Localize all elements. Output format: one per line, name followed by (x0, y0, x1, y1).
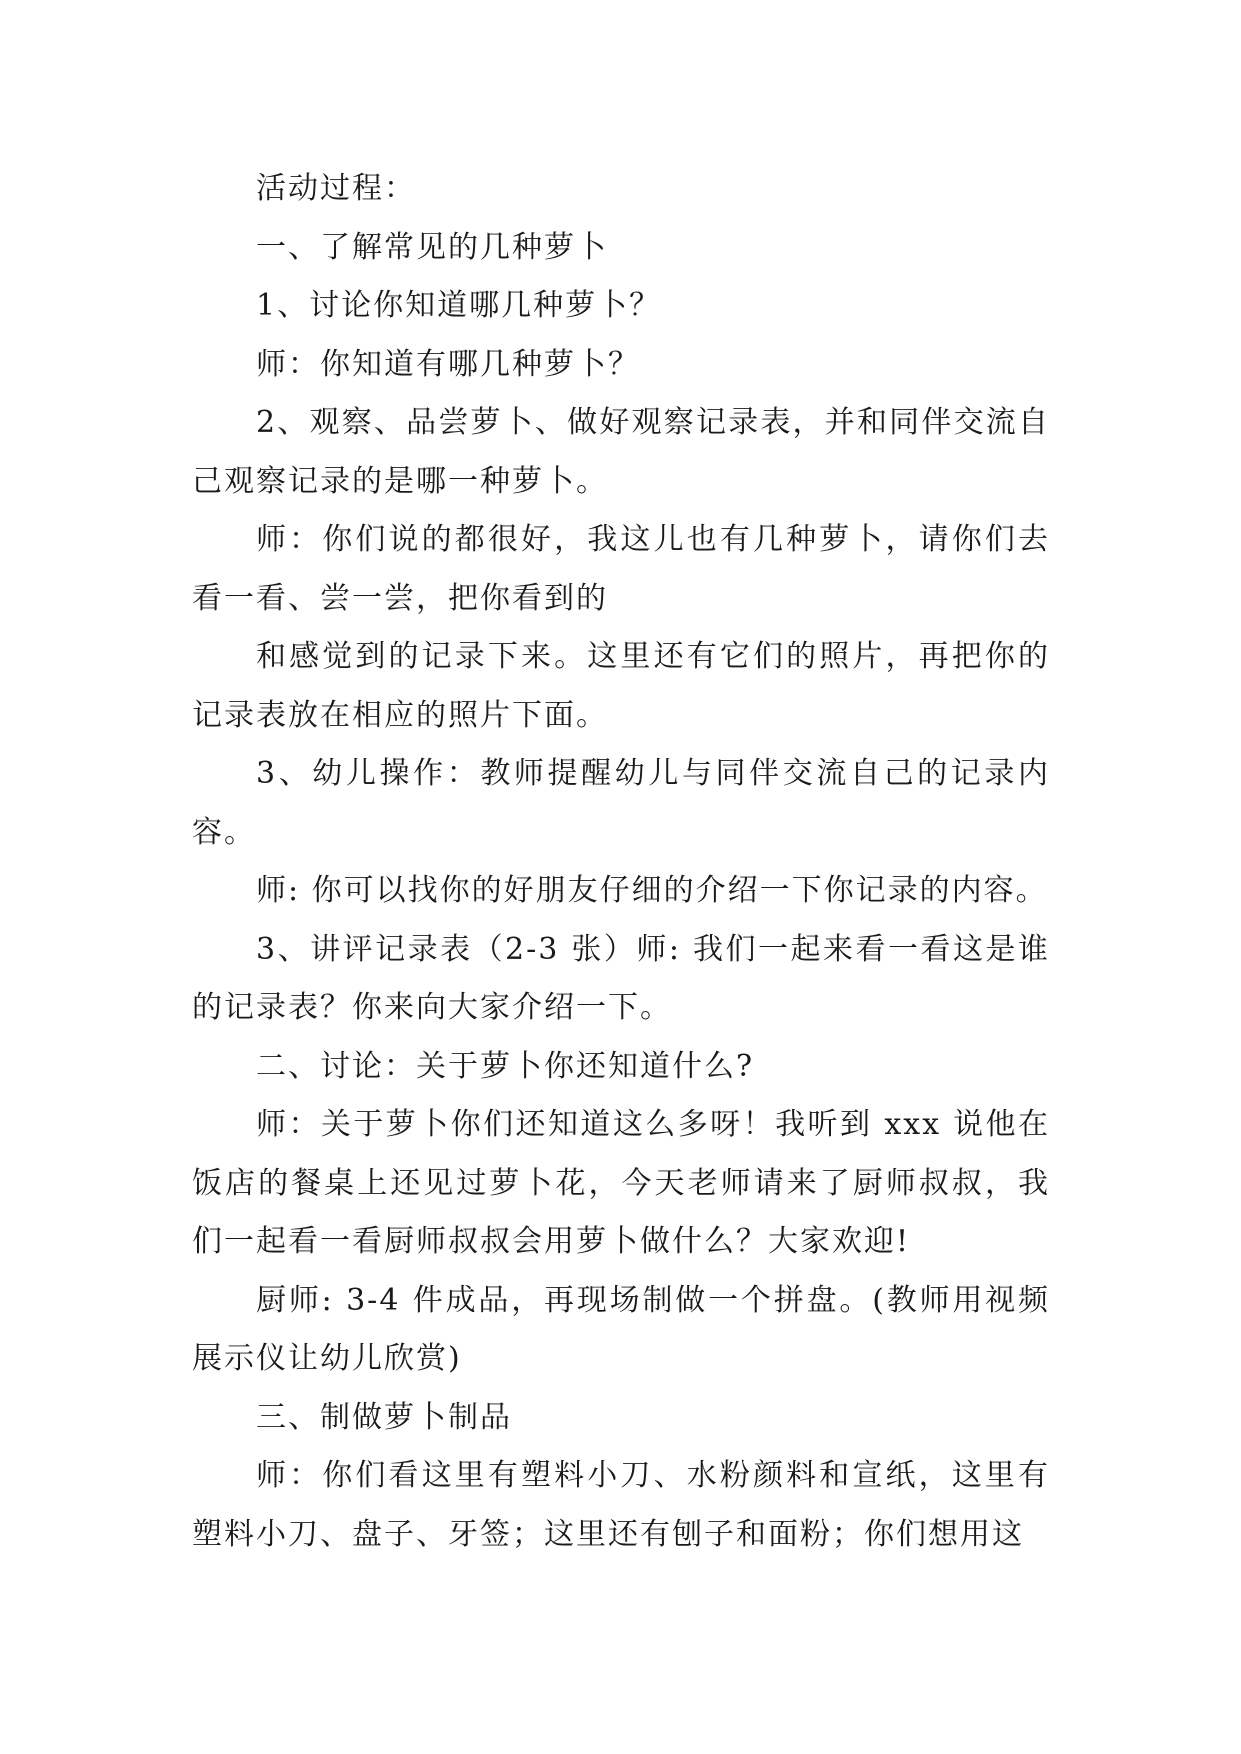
paragraph-teacher-question-1: 师：你知道有哪几种萝卜？ (256, 346, 640, 382)
paragraph-step-3-review: 3、讲评记录表（2-3 张）师: 我们一起来看一看这是谁的记录表？你来向大家介绍一下。 (192, 931, 1050, 1025)
paragraph-step-2: 2、观察、品尝萝卜、做好观察记录表，并和同伴交流自己观察记录的是哪一种萝卜。 (192, 405, 1050, 499)
paragraph-section-2-heading: 二、讨论：关于萝卜你还知道什么? (256, 1048, 755, 1084)
paragraph-teacher-materials: 师：你们看这里有塑料小刀、水粉颜料和宣纸，这里有塑料小刀、盘子、牙签；这里还有刨子和面粉；你们想用这 (192, 1458, 1050, 1552)
paragraph-step-3-operation: 3、幼儿操作：教师提醒幼儿与同伴交流自己的记录内容。 (192, 756, 1050, 850)
paragraph-step-1: 1、讨论你知道哪几种萝卜？ (256, 288, 662, 323)
document-body (192, 160, 1050, 1564)
paragraph-section-3-heading: 三、制做萝卜制品 (256, 1399, 512, 1435)
paragraph-chef-demo: 厨师: 3-4 件成品，再现场制做一个拼盘。(教师用视频展示仪让幼儿欣赏) (192, 1282, 1050, 1376)
paragraph-teacher-instruction-1: 师：你们说的都很好，我这儿也有几种萝卜，请你们去看一看、尝一尝，把你看到的 (192, 522, 1050, 616)
paragraph-teacher-instruction-2: 和感觉到的记录下来。这里还有它们的照片，再把你的记录表放在相应的照片下面。 (192, 639, 1050, 733)
paragraph-section-1-heading: 一、了解常见的几种萝卜 (256, 229, 608, 265)
paragraph-activity-process-heading: 活动过程： (256, 171, 416, 206)
paragraph-teacher-intro-chef: 师：关于萝卜你们还知道这么多呀！我听到 xxx 说他在饭店的餐桌上还见过萝卜花，今天老师请来了厨师叔叔，我们一起看一看厨师叔叔会用萝卜做什么？大家欢迎! (192, 1107, 1050, 1259)
paragraph-teacher-prompt-1: 师: 你可以找你的好朋友仔细的介绍一下你记录的内容。 (256, 873, 1048, 908)
